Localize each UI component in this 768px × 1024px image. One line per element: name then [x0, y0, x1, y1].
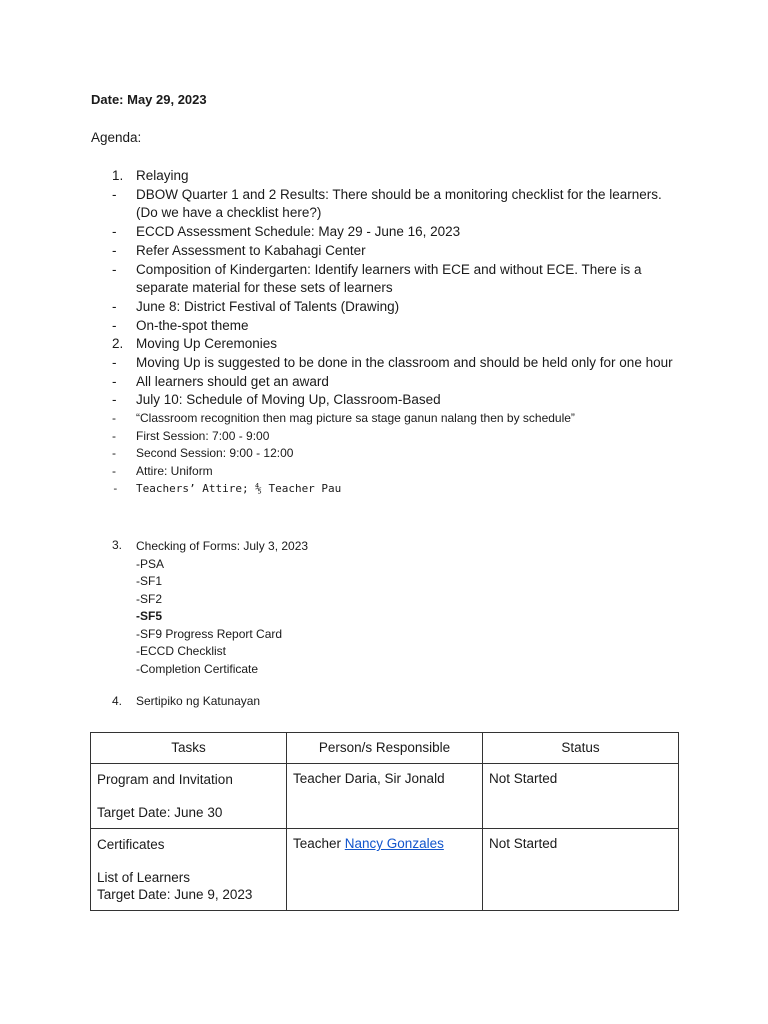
list-marker: - — [112, 224, 117, 240]
table-row — [91, 829, 679, 911]
agenda-item — [112, 463, 687, 481]
list-marker: - — [112, 355, 117, 371]
agenda-item-text: ECCD Assessment Schedule: May 29 - June 16, 2023 — [136, 224, 461, 240]
form-item: -Completion Certificate — [136, 661, 259, 676]
status-text: Not Started — [489, 836, 558, 851]
form-item: -SF5 — [136, 609, 163, 623]
certificate-title: Sertipiko ng Katunayan — [136, 694, 261, 708]
agenda-item — [112, 410, 687, 428]
agenda-label: Agenda: — [91, 130, 142, 145]
certificate-section — [112, 694, 260, 708]
forms-title: Checking of Forms: July 3, 2023 — [136, 539, 309, 553]
person-names: Teacher Daria, Sir Jonald — [293, 771, 445, 786]
forms-section — [112, 538, 308, 678]
agenda-item-text: Composition of Kindergarten: Identify learners with ECE and without ECE. There is a separate material for these sets of learners — [136, 261, 642, 296]
meeting-date: Date: May 29, 2023 — [91, 92, 207, 107]
agenda-item — [112, 354, 687, 373]
list-marker: - — [112, 392, 117, 408]
task-title: Certificates — [97, 837, 165, 852]
agenda-item — [112, 391, 687, 410]
task-cell — [91, 829, 287, 911]
agenda-item-text: “Classroom recognition then mag picture sa stage ganun nalang then by schedule” — [136, 411, 575, 426]
header-status: Status — [483, 733, 679, 764]
agenda-item-text: June 8: District Festival of Talents (Drawing) — [136, 298, 400, 314]
form-item: -SF2 — [136, 591, 163, 606]
header-tasks: Tasks — [91, 733, 287, 764]
person-link[interactable]: Nancy Gonzales — [344, 836, 444, 851]
forms-list — [136, 556, 308, 679]
table-row — [91, 764, 679, 829]
status-text: Not Started — [489, 771, 558, 786]
agenda-item-text: On-the-spot theme — [136, 317, 249, 333]
list-marker: 2. — [112, 336, 124, 352]
agenda-item — [112, 223, 687, 242]
list-marker: - — [112, 446, 116, 461]
agenda-list — [112, 167, 687, 498]
form-item: -ECCD Checklist — [136, 644, 227, 658]
form-item: -PSA — [136, 556, 165, 571]
list-marker: - — [112, 411, 116, 426]
list-marker: - — [112, 298, 117, 314]
task-title: Program and Invitation — [97, 772, 233, 787]
form-item: -SF1 — [136, 574, 163, 588]
table-header-row — [91, 733, 679, 764]
person-names: Teacher — [293, 836, 345, 851]
task-detail: List of Learners — [97, 870, 191, 885]
agenda-item-text: First Session: 7:00 - 9:00 — [136, 428, 270, 443]
task-detail: Target Date: June 9, 2023 — [97, 887, 253, 902]
form-item: -SF9 Progress Report Card — [136, 626, 283, 641]
list-marker: - — [112, 373, 117, 389]
agenda-item-text: Second Session: 9:00 - 12:00 — [136, 446, 294, 461]
task-cell — [91, 764, 287, 829]
person-cell — [287, 829, 483, 911]
header-person-responsible: Person/s Responsible — [287, 733, 483, 764]
agenda-item — [112, 373, 687, 392]
agenda-item-text: Refer Assessment to Kabahagi Center — [136, 242, 366, 258]
list-marker: - — [112, 261, 117, 277]
list-marker: - — [112, 482, 119, 496]
list-marker: - — [112, 463, 116, 478]
list-marker: 1. — [112, 168, 124, 183]
agenda-item — [112, 317, 687, 336]
section-number: 3. — [112, 538, 123, 552]
person-cell — [287, 764, 483, 829]
agenda-item — [112, 167, 687, 186]
list-marker: - — [112, 428, 116, 443]
agenda-item-text: July 10: Schedule of Moving Up, Classroom-Based — [136, 392, 441, 408]
agenda-item — [112, 480, 687, 498]
agenda-item-text: Relaying — [136, 168, 189, 183]
agenda-item-text: Attire: Uniform — [136, 463, 213, 478]
agenda-item — [112, 242, 687, 261]
agenda-item-text: Moving Up Ceremonies — [136, 336, 278, 352]
agenda-item — [112, 298, 687, 317]
agenda-item-text: Teachers’ Attire; ⅘ Teacher Pau — [136, 482, 342, 496]
list-marker: - — [112, 317, 117, 333]
task-detail: Target Date: June 30 — [97, 805, 223, 820]
status-cell — [483, 829, 679, 911]
section-number: 4. — [112, 694, 123, 708]
list-marker: - — [112, 242, 117, 258]
agenda-item — [112, 428, 687, 446]
agenda-item-text: Moving Up is suggested to be done in the classroom and should be held only for one hour — [136, 355, 673, 371]
agenda-item — [112, 261, 687, 298]
tasks-table — [90, 732, 679, 911]
agenda-item — [112, 335, 687, 354]
list-marker: - — [112, 186, 117, 202]
agenda-item — [112, 186, 687, 223]
agenda-item — [112, 445, 687, 463]
agenda-item-text: DBOW Quarter 1 and 2 Results: There should be a monitoring checklist for the learners. (Do we have a checklist here?) — [136, 186, 662, 221]
agenda-item-text: All learners should get an award — [136, 373, 329, 389]
status-cell — [483, 764, 679, 829]
